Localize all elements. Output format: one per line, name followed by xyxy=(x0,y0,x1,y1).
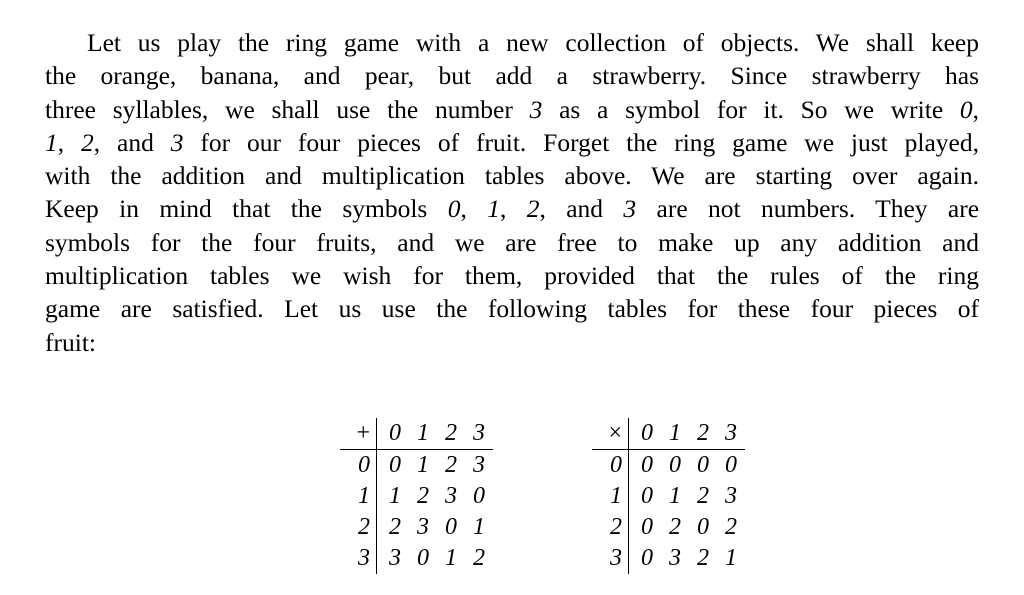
multiplication-column-header: 2 xyxy=(689,418,717,450)
addition-table-cell: 0 xyxy=(417,545,429,571)
multiplication-table-row xyxy=(592,450,745,482)
multiplication-table-cell: 2 xyxy=(725,514,737,540)
addition-table-row xyxy=(340,543,493,574)
addition-table-cell: 3 xyxy=(445,483,457,509)
multiplication-table-row xyxy=(592,512,745,543)
multiplication-table-cell: 3 xyxy=(669,545,681,571)
math-symbol: 0 xyxy=(447,194,461,224)
multiplication-table-cell: 0 xyxy=(629,481,662,512)
multiplication-table-cell: 0 xyxy=(697,452,709,478)
addition-table-cell: 0 xyxy=(377,450,410,482)
multiplication-table-cell: 1 xyxy=(725,545,737,571)
multiplication-column-header: 0 xyxy=(629,418,662,450)
addition-table-row xyxy=(340,450,493,482)
addition-row-header: 0 xyxy=(358,452,370,478)
math-symbol: 1 xyxy=(45,127,58,157)
addition-column-header: 1 xyxy=(409,418,437,450)
text-run: three syllables, we shall use the number xyxy=(45,94,530,124)
addition-table-cell: 0 xyxy=(473,483,485,509)
multiplication-table-cell: 0 xyxy=(669,452,681,478)
addition-table-row xyxy=(340,512,493,543)
text-run: multiplication tables we wish for them, provided that the rules of the ring xyxy=(45,261,979,291)
multiplication-column-header: 3 xyxy=(717,418,745,450)
multiplication-row-header: 3 xyxy=(610,545,622,571)
multiplication-column-header: 1 xyxy=(661,418,689,450)
text-run: , xyxy=(460,194,488,224)
paragraph-line xyxy=(45,326,979,359)
addition-header-row xyxy=(340,418,493,450)
math-symbol: 2 xyxy=(81,127,94,157)
multiplication-row-header: 0 xyxy=(610,452,622,478)
addition-column-header: 3 xyxy=(465,418,493,450)
math-symbol: 3 xyxy=(529,94,543,124)
math-symbol: 3 xyxy=(170,127,184,157)
multiplication-table-cell: 2 xyxy=(669,514,681,540)
addition-table-cell: 2 xyxy=(377,512,410,543)
paragraph-line xyxy=(45,126,979,159)
multiplication-table-cell: 0 xyxy=(697,514,709,540)
multiplication-table-cell: 3 xyxy=(725,483,737,509)
addition-table-cell: 3 xyxy=(417,514,429,540)
multiplication-header-row xyxy=(592,418,745,450)
multiplication-table-cell: 0 xyxy=(629,512,662,543)
text-run: are not numbers. They are xyxy=(636,194,980,224)
text-run: , xyxy=(972,94,979,124)
addition-table-row xyxy=(340,481,493,512)
text-run: , and xyxy=(539,194,624,224)
multiplication-row-header: 1 xyxy=(610,483,622,509)
text-run: , and xyxy=(93,127,171,157)
multiplication-table-cell: 0 xyxy=(629,450,662,482)
math-symbol: 3 xyxy=(623,194,637,224)
addition-column-header: 2 xyxy=(437,418,465,450)
addition-operator-symbol: + xyxy=(340,418,377,450)
multiplication-table-cell: 2 xyxy=(697,545,709,571)
addition-table-cell: 1 xyxy=(417,452,429,478)
text-run: Keep in mind that the symbols xyxy=(45,194,448,224)
multiplication-table-cell: 2 xyxy=(697,483,709,509)
multiplication-row-header: 2 xyxy=(610,514,622,540)
addition-table xyxy=(340,418,493,574)
paragraph-line xyxy=(45,226,979,259)
multiplication-operator-symbol: × xyxy=(592,418,629,450)
addition-table-cell: 1 xyxy=(473,514,485,540)
addition-table-cell: 2 xyxy=(417,483,429,509)
math-symbol: 0 xyxy=(959,94,973,124)
addition-table-cell: 0 xyxy=(445,514,457,540)
addition-table-cell: 1 xyxy=(445,545,457,571)
multiplication-table-row xyxy=(592,543,745,574)
paragraph-line xyxy=(45,93,979,126)
addition-table-container xyxy=(340,418,493,574)
text-run: fruit: xyxy=(45,327,96,357)
body-paragraph xyxy=(45,26,979,359)
paragraph-line xyxy=(45,259,979,292)
addition-column-header: 0 xyxy=(377,418,410,450)
math-symbol: 2 xyxy=(526,194,540,224)
addition-row-header: 1 xyxy=(358,483,370,509)
text-run: , xyxy=(57,127,82,157)
multiplication-table xyxy=(592,418,745,574)
text-run: for our four pieces of fruit. Forget the ring game we just played, xyxy=(183,127,979,157)
text-run: game are satisfied. Let us use the following tables for these four pieces of xyxy=(45,294,979,324)
addition-table-cell: 1 xyxy=(377,481,410,512)
paragraph-line xyxy=(45,159,979,192)
addition-row-header: 3 xyxy=(358,545,370,571)
multiplication-table-cell: 0 xyxy=(725,452,737,478)
addition-table-cell: 2 xyxy=(473,545,485,571)
multiplication-table-container xyxy=(592,418,745,574)
addition-table-cell: 3 xyxy=(377,543,410,574)
text-run: as a symbol for it. So we write xyxy=(542,94,960,124)
paragraph-line xyxy=(45,292,979,325)
text-run: symbols for the four fruits, and we are free to make up any addition and xyxy=(45,227,979,257)
paragraph-line xyxy=(45,26,979,59)
addition-table-cell: 2 xyxy=(445,452,457,478)
multiplication-table-cell: 0 xyxy=(629,543,662,574)
multiplication-table-row xyxy=(592,481,745,512)
addition-row-header: 2 xyxy=(358,514,370,540)
multiplication-table-cell: 1 xyxy=(669,483,681,509)
paragraph-line xyxy=(45,59,979,92)
addition-table-cell: 3 xyxy=(473,452,485,478)
text-run: with the addition and multiplication tables above. We are starting over again. xyxy=(45,161,979,191)
text-run: , xyxy=(499,194,527,224)
paragraph-line xyxy=(45,192,979,225)
math-symbol: 1 xyxy=(487,194,500,224)
text-run: Let us play the ring game with a new collection of objects. We shall keep xyxy=(87,28,979,57)
text-run: the orange, banana, and pear, but add a strawberry. Since strawberry has xyxy=(45,61,979,91)
